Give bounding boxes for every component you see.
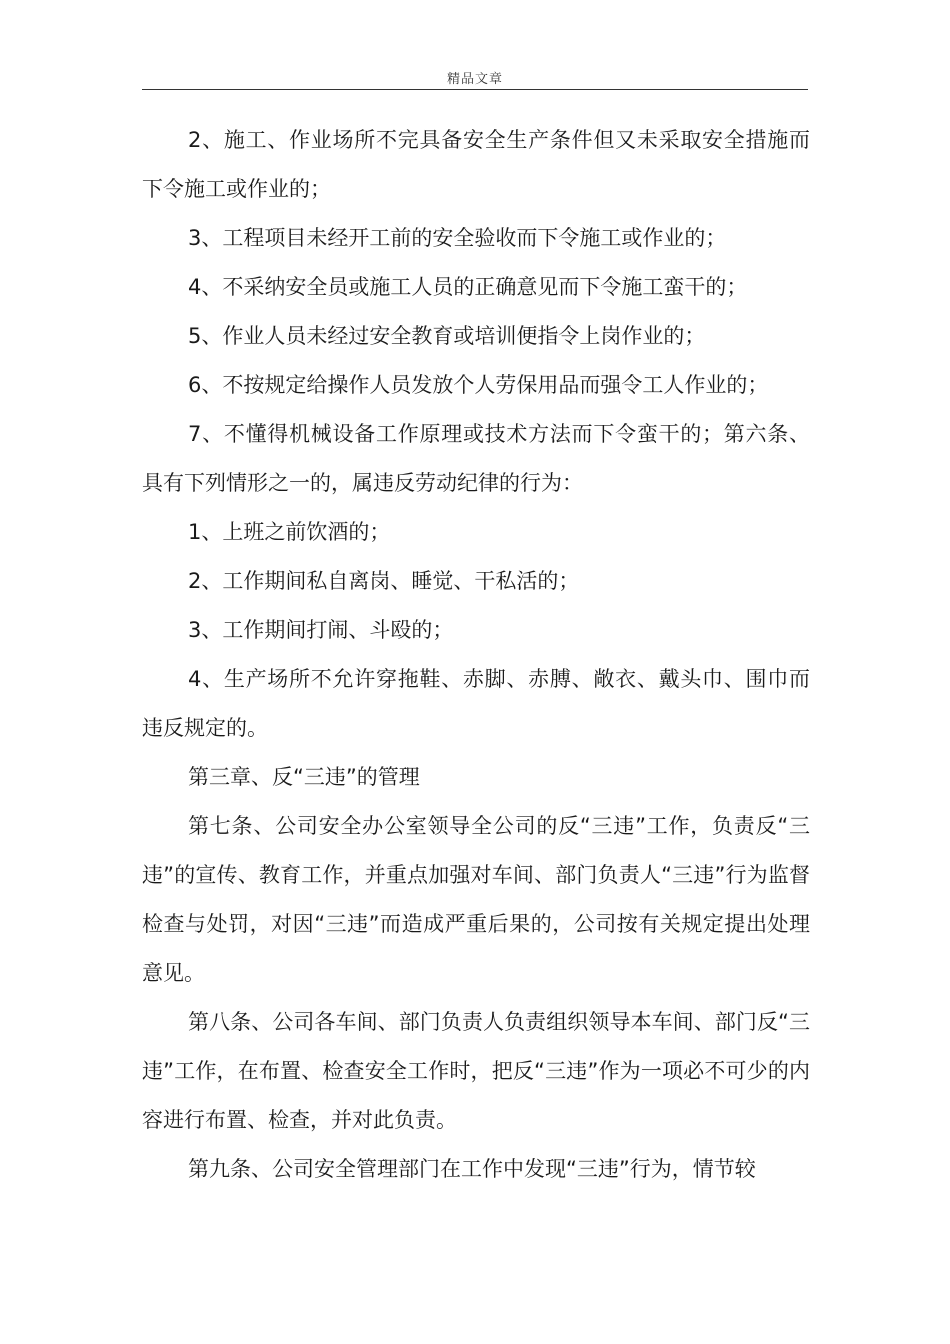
paragraph: 6、不按规定给操作人员发放个人劳保用品而强令工人作业的； [188,373,769,397]
paragraph: 第七条、公司安全办公室领导全公司的反“三违”工作，负责反“三违”的宣传、教育工作，并重点加强对车间、部门负责人“三违”行为监督检查与处罚，对因“三违”而造成严重后果的，公司按有关规定提出处理意见。 [142,814,810,985]
paragraph: 2、施工、作业场所不完具备安全生产条件但又未采取安全措施而下令施工或作业的； [142,128,810,201]
header-divider [142,89,808,90]
page-header: 精品文章 [446,72,503,87]
paragraph: 第八条、公司各车间、部门负责人负责组织领导本车间、部门反“三违”工作，在布置、检查安全工作时，把反“三违”作为一项必不可少的内容进行布置、检查，并对此负责。 [142,1010,810,1132]
paragraph: 2、工作期间私自离岗、睡觉、干私活的； [188,569,580,593]
paragraph: 3、工程项目未经开工前的安全验收而下令施工或作业的； [188,226,727,250]
paragraph: 7、不懂得机械设备工作原理或技术方法而下令蛮干的；第六条、具有下列情形之一的，属违反劳动纪律的行为： [142,422,810,495]
paragraph: 第九条、公司安全管理部门在工作中发现“三违”行为，情节较 [188,1157,756,1181]
document-body [142,116,810,1194]
paragraph: 4、生产场所不允许穿拖鞋、赤脚、赤膊、敞衣、戴头巾、围巾而违反规定的。 [142,667,810,740]
paragraph: 1、上班之前饮酒的； [188,520,391,544]
chapter-heading: 第三章、反“三违”的管理 [188,765,420,789]
paragraph: 3、工作期间打闹、斗殴的； [188,618,454,642]
paragraph: 5、作业人员未经过安全教育或培训便指令上岗作业的； [188,324,706,348]
paragraph: 4、不采纳安全员或施工人员的正确意见而下令施工蛮干的； [188,275,748,299]
